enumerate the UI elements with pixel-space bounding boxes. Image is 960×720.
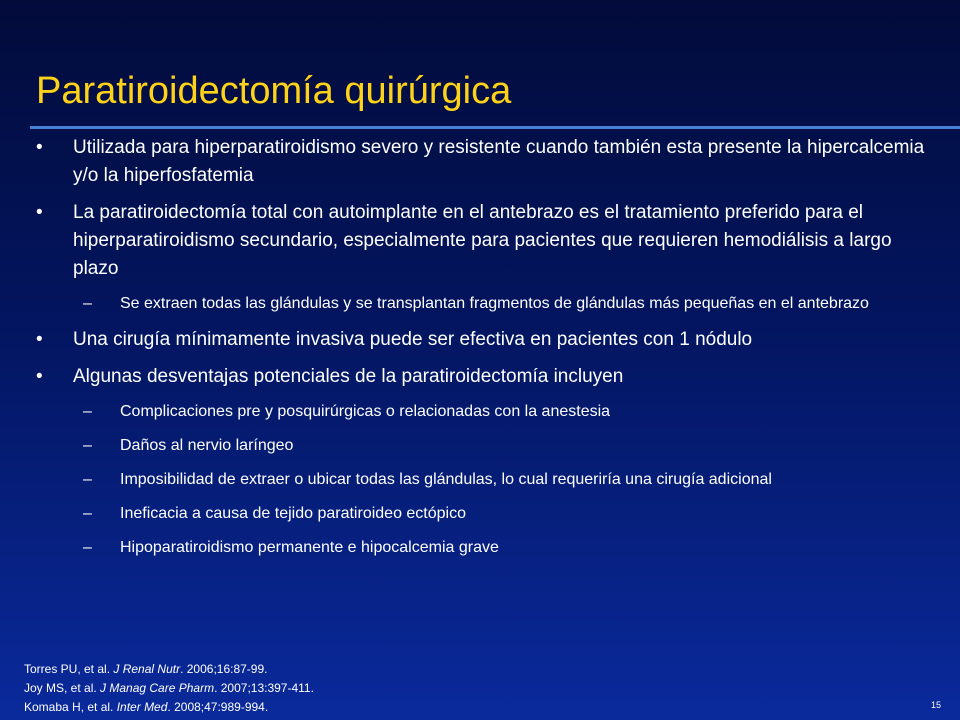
bullet-marker: • [36, 366, 43, 387]
bullet-marker: • [36, 329, 43, 350]
page-number: 15 [931, 700, 942, 710]
bullet-text: La paratiroidectomía total con autoimplante en el antebrazo es el tratamiento preferido para el hiperparatiroidismo secundario, especialmente para pacientes que requieren hemodiálisis a largo plazo [73, 202, 892, 279]
bullet-text: Una cirugía mínimamente invasiva puede ser efectiva en pacientes con 1 nódulo [73, 329, 753, 350]
reference-details: . 2008;47:989-994. [167, 700, 269, 714]
bullet-item [36, 199, 936, 283]
reference-authors: Joy MS, et al. [24, 681, 101, 695]
bullet-marker: • [36, 202, 43, 223]
references [24, 660, 314, 717]
bullet-list [36, 134, 936, 570]
reference-journal: J Manag Care Pharm [100, 681, 215, 695]
bullet-marker: • [36, 137, 43, 158]
sub-bullet-marker: – [83, 539, 92, 556]
reference-authors: Torres PU, et al. [24, 662, 114, 676]
slide-title: Paratiroidectomía quirúrgica [36, 70, 512, 112]
sub-bullet-item [36, 536, 936, 560]
reference-details: . 2006;16:87-99. [180, 662, 268, 676]
sub-bullet-marker: – [83, 505, 92, 522]
bullet-text: Algunas desventajas potenciales de la paratiroidectomía incluyen [73, 366, 624, 387]
sub-bullet-marker: – [83, 295, 92, 312]
bullet-item [36, 363, 936, 391]
sub-bullet-marker: – [83, 471, 92, 488]
sub-bullet-item [36, 502, 936, 526]
reference-item [24, 679, 314, 698]
sub-bullet-text: Hipoparatiroidismo permanente e hipocalcemia grave [120, 539, 499, 556]
sub-bullet-item [36, 434, 936, 458]
title-divider [30, 126, 960, 129]
sub-bullet-text: Ineficacia a causa de tejido paratiroideo ectópico [120, 505, 466, 522]
bullet-item [36, 134, 936, 190]
bullet-text: Utilizada para hiperparatiroidismo severo y resistente cuando también esta presente la hipercalcemia y/o la hiperfosfatemia [73, 137, 925, 186]
reference-authors: Komaba H, et al. [24, 700, 117, 714]
sub-bullet-item [36, 292, 936, 316]
bullet-item [36, 326, 936, 354]
sub-bullet-item [36, 468, 936, 492]
sub-bullet-text: Se extraen todas las glándulas y se transplantan fragmentos de glándulas más pequeñas en el antebrazo [120, 295, 869, 312]
reference-journal: Inter Med [116, 700, 168, 714]
reference-item [24, 660, 314, 679]
sub-bullet-marker: – [83, 403, 92, 420]
sub-bullet-text: Imposibilidad de extraer o ubicar todas las glándulas, lo cual requeriría una cirugía adicional [120, 471, 772, 488]
reference-item [24, 698, 314, 717]
reference-details: . 2007;13:397-411. [214, 681, 314, 695]
sub-bullet-item [36, 400, 936, 424]
sub-bullet-text: Daños al nervio laríngeo [120, 437, 294, 454]
reference-journal: J Renal Nutr [113, 662, 181, 676]
sub-bullet-text: Complicaciones pre y posquirúrgicas o relacionadas con la anestesia [120, 403, 611, 420]
sub-bullet-marker: – [83, 437, 92, 454]
